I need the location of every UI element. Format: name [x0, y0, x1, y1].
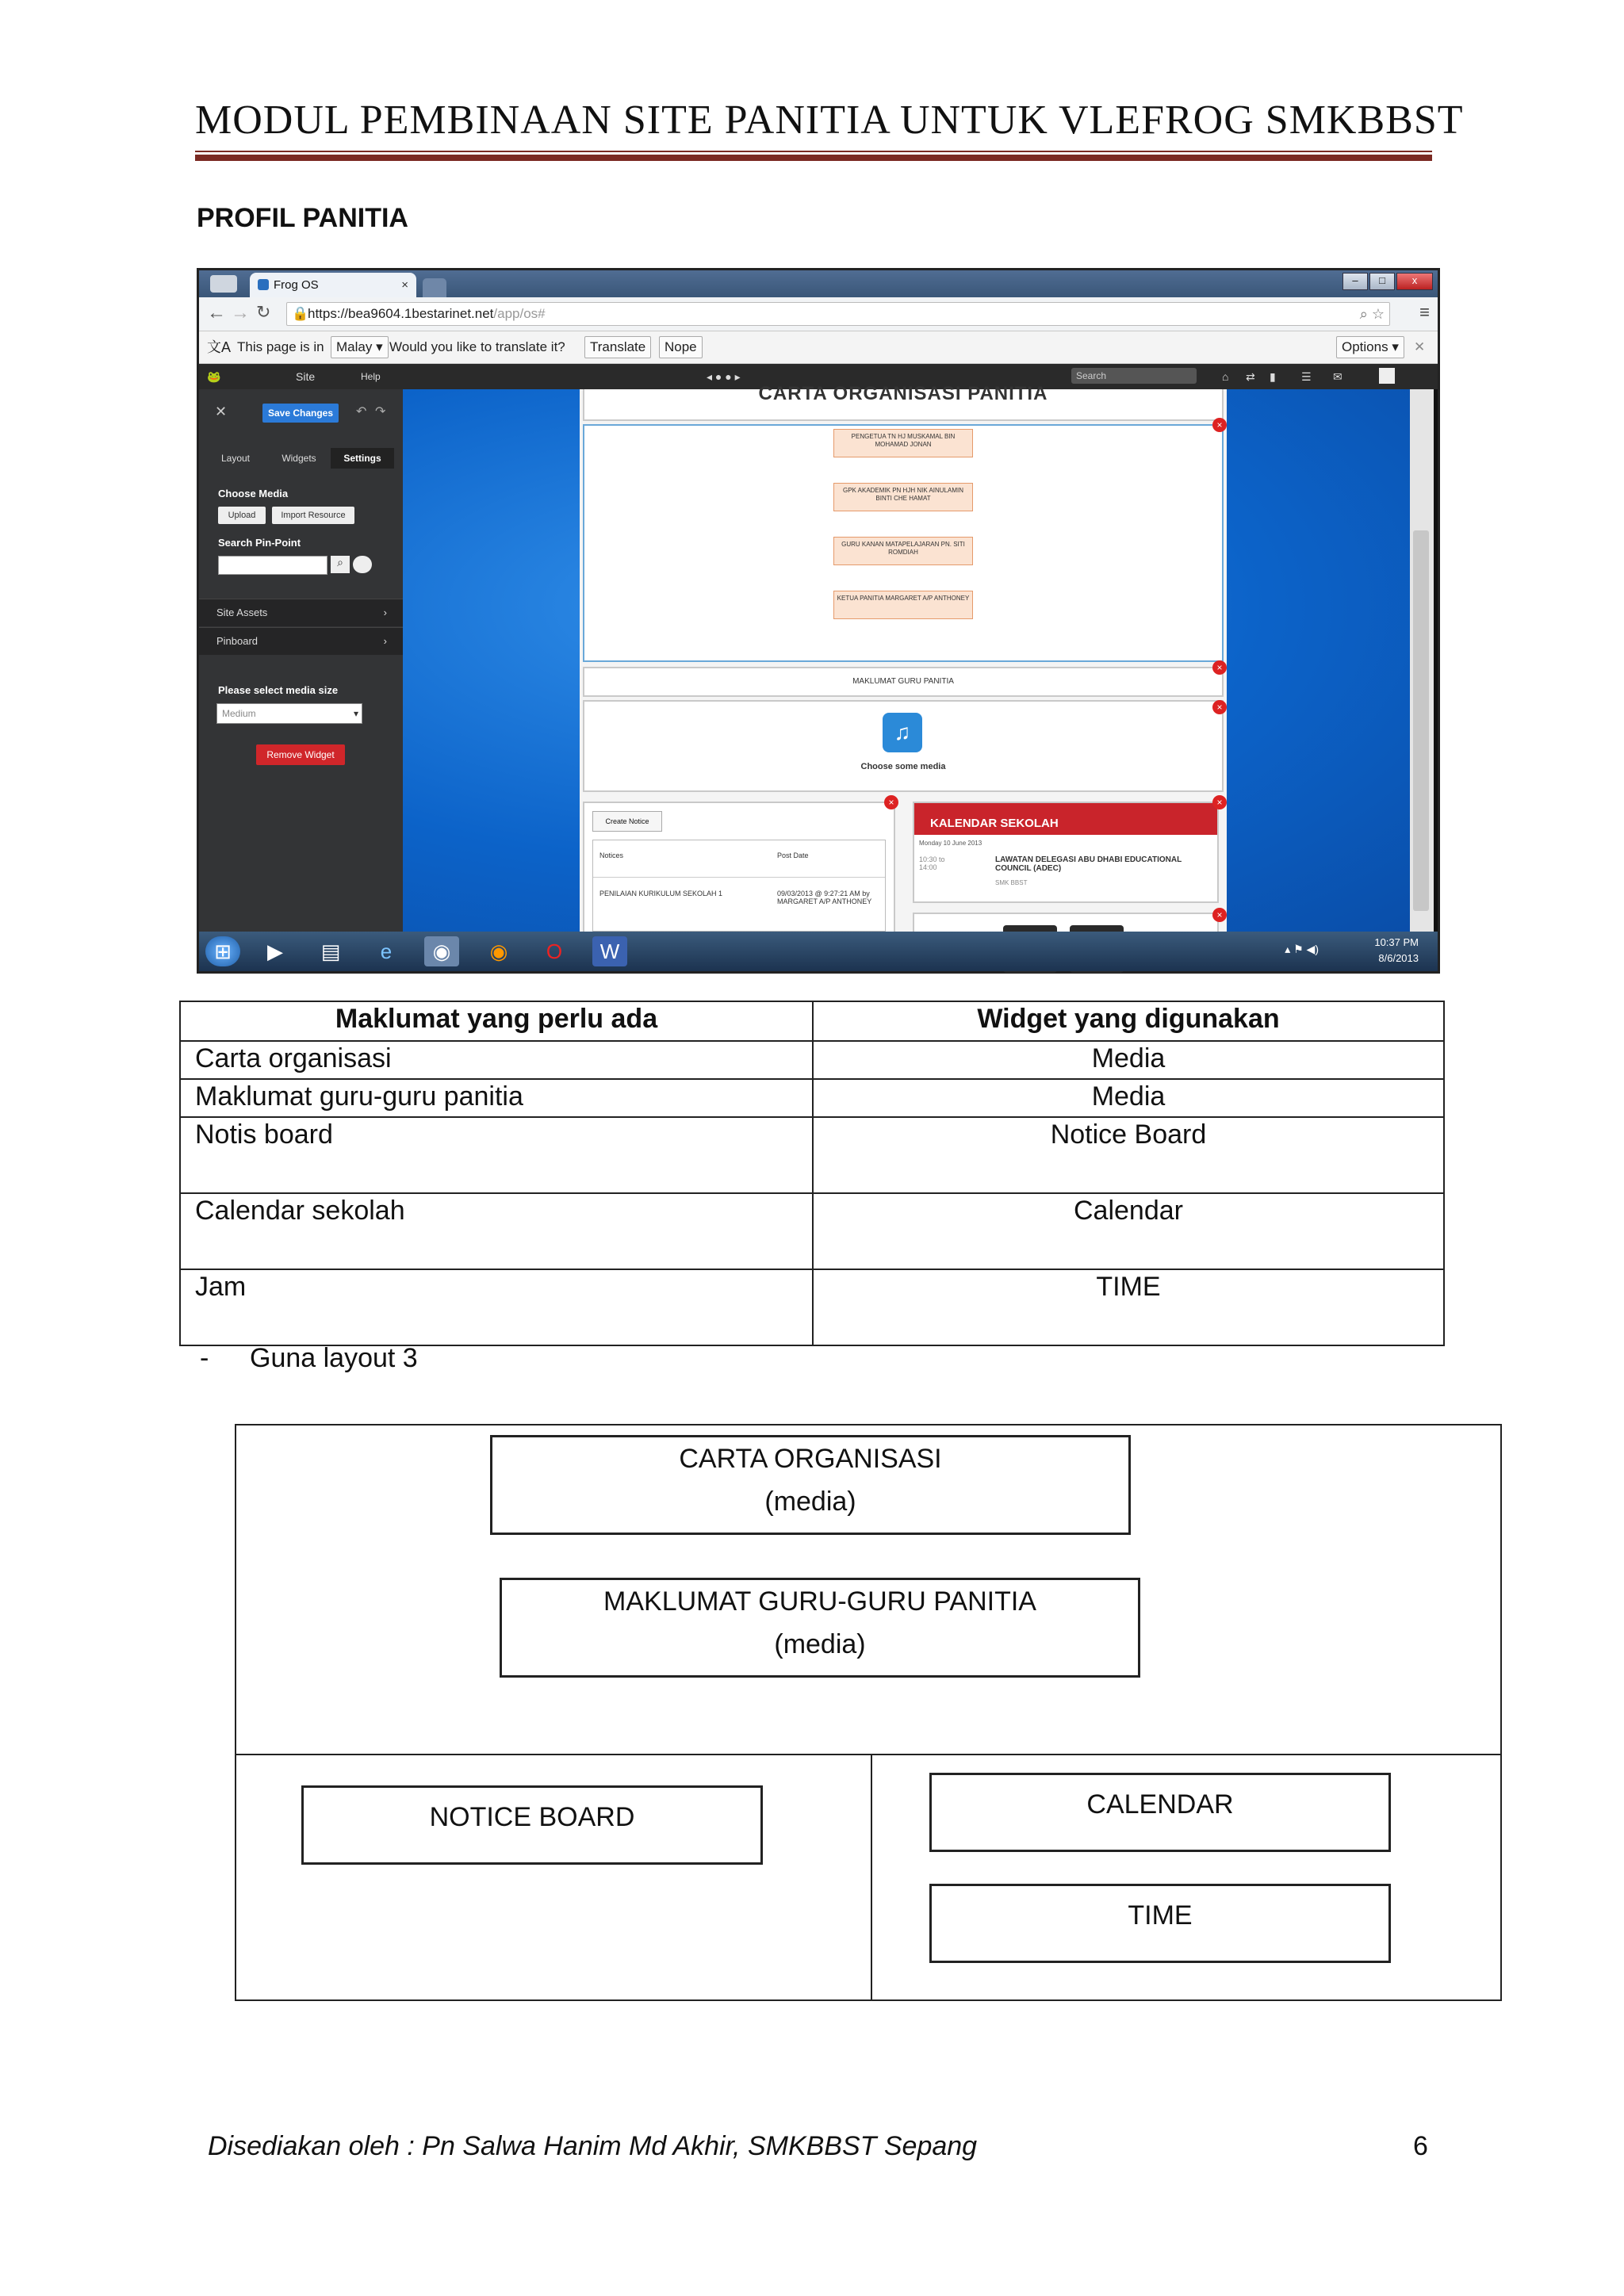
tab-close-icon[interactable]: × [401, 278, 408, 292]
widget-table [179, 1001, 1445, 1346]
browser-tab[interactable] [250, 273, 416, 297]
tray-icons[interactable]: ▴ ⚑ ◀) [1285, 943, 1319, 955]
postdate-col-header: Post Date [777, 851, 809, 859]
media-size-value: Medium [222, 708, 256, 719]
media-size-select[interactable] [216, 703, 362, 724]
search-icon[interactable]: ⌕ [331, 556, 350, 573]
url-text [308, 303, 546, 325]
table-row [180, 1269, 1444, 1345]
remove-widget-icon[interactable]: × [1212, 700, 1227, 714]
table-row [180, 1041, 1444, 1079]
section-heading: PROFIL PANITIA [197, 203, 408, 233]
browser-menu-icon[interactable]: ≡ [1419, 302, 1430, 322]
window-controls [1342, 273, 1433, 290]
translate-prefix: This page is in [237, 339, 324, 354]
save-changes-button[interactable]: Save Changes [262, 404, 339, 423]
layout-note: Guna layout 3 [250, 1343, 418, 1373]
notice-date: 09/03/2013 @ 9:27:21 AM by MARGARET A/P ANTHONEY [777, 890, 872, 905]
table-cell-widget: Notice Board [813, 1117, 1444, 1193]
url-path: /app/os# [493, 306, 546, 321]
notice-board-box: NOTICE BOARD [301, 1785, 763, 1865]
calendar-event-location: SMK BBST [995, 879, 1028, 886]
notice-col-header: Notices [599, 851, 624, 859]
site-menu[interactable]: Site [296, 370, 316, 383]
calendar-event-title[interactable]: LAWATAN DELEGASI ABU DHABI EDUCATIONAL COUNCIL (ADEC) [995, 855, 1182, 873]
carta-box-line2: (media) [764, 1487, 856, 1517]
org-title-widget[interactable] [583, 383, 1224, 421]
remove-widget-icon[interactable]: × [884, 795, 898, 809]
locate-icon[interactable] [353, 556, 372, 573]
table-header-row [180, 1001, 1444, 1041]
notifications-icon[interactable]: ✉ [1333, 370, 1342, 383]
bookmark-star-icon[interactable]: ⌕ ☆ [1359, 306, 1385, 322]
tab-layout[interactable]: Layout [220, 453, 251, 464]
guru-box-line1: MAKLUMAT GURU-GURU PANITIA [603, 1586, 1036, 1617]
remove-widget-icon[interactable]: × [1212, 908, 1227, 922]
calendar-widget[interactable] [913, 802, 1219, 903]
table-cell-info: Carta organisasi [180, 1041, 813, 1079]
window-close-icon[interactable]: x [1396, 273, 1433, 290]
chevron-right-icon: › [383, 635, 387, 647]
table-row [180, 1193, 1444, 1269]
language-select[interactable]: Malay ▾ [331, 336, 389, 358]
remove-widget-button[interactable]: Remove Widget [256, 744, 345, 765]
embedded-screenshot [197, 268, 1440, 974]
org-chart-widget[interactable] [583, 424, 1224, 662]
site-assets-row[interactable] [199, 599, 403, 626]
scrollbar-thumb[interactable] [1413, 530, 1429, 911]
close-editor-icon[interactable]: ✕ [215, 404, 228, 419]
frog-logo-icon: 🐸 [207, 370, 221, 383]
help-menu[interactable]: Help [361, 371, 381, 382]
remove-widget-icon[interactable]: × [1212, 795, 1227, 809]
system-clock[interactable] [1374, 935, 1419, 966]
translate-question: Would you like to translate it? [389, 339, 565, 354]
reload-icon[interactable]: ↻ [256, 302, 271, 322]
address-bar[interactable] [286, 302, 1390, 326]
browser-titlebar [199, 270, 1438, 297]
table-cell-widget: Media [813, 1041, 1444, 1079]
page-scrollbar[interactable] [1410, 389, 1434, 932]
table-header: Widget yang digunakan [813, 1001, 1444, 1041]
options-button[interactable]: Options ▾ [1336, 336, 1404, 358]
bullet-dash: - [200, 1343, 209, 1373]
lock-icon: 🔒 [292, 306, 309, 321]
guru-panitia-widget[interactable]: MAKLUMAT GURU PANITIA [583, 667, 1224, 697]
table-cell-widget: Media [813, 1079, 1444, 1117]
browser-profile-icon[interactable] [210, 275, 237, 293]
translate-icon: 文A [207, 339, 232, 355]
table-cell-info: Jam [180, 1269, 813, 1345]
tray-date: 8/6/2013 [1378, 952, 1419, 964]
site-assets-label: Site Assets [216, 607, 268, 618]
org-box-pengetua: PENGETUA TN HJ MUSKAMAL BIN MOHAMAD JONAN [833, 429, 973, 457]
notice-table [592, 840, 886, 932]
maximize-icon[interactable]: □ [1369, 273, 1395, 290]
remove-widget-icon[interactable]: × [1212, 418, 1227, 432]
url-host: https://bea9604.1bestarinet.net [308, 306, 494, 321]
remove-widget-icon[interactable]: × [1212, 660, 1227, 675]
browser-toolbar [199, 297, 1438, 331]
table-cell-widget: TIME [813, 1269, 1444, 1345]
carta-organisasi-box [490, 1435, 1131, 1535]
notice-board-widget[interactable] [583, 802, 895, 947]
tab-widgets[interactable]: Widgets [282, 453, 316, 464]
tab-title: Frog OS [274, 278, 319, 292]
table-cell-info: Maklumat guru-guru panitia [180, 1079, 813, 1117]
table-header: Maklumat yang perlu ada [180, 1001, 813, 1041]
language-value: Malay [336, 339, 373, 354]
footer-author: Disediakan oleh : Pn Salwa Hanim Md Akhir, SMKBBST Sepang [208, 2131, 978, 2161]
back-icon[interactable]: ← [207, 302, 226, 323]
firefox-icon[interactable]: ◉ [489, 939, 508, 963]
diagram-divider-horizontal [236, 1754, 1500, 1755]
table-row [180, 1079, 1444, 1117]
calendar-event-time: 10:30 to 14:00 [919, 855, 945, 871]
internet-explorer-icon[interactable]: e [380, 939, 393, 963]
share-icon[interactable]: ⇄ [1246, 370, 1255, 383]
choose-media-heading: Choose Media [218, 488, 289, 499]
notice-title[interactable]: PENILAIAN KURIKULUM SEKOLAH 1 [599, 890, 723, 897]
table-cell-info: Calendar sekolah [180, 1193, 813, 1269]
media-icon[interactable]: ♫ [883, 713, 922, 752]
chevron-right-icon: › [383, 607, 387, 618]
calendar-box: CALENDAR [929, 1773, 1391, 1852]
translate-close-icon[interactable]: ✕ [1414, 339, 1426, 354]
chevron-down-icon: ▾ [353, 708, 358, 719]
translate-button[interactable]: Translate [584, 336, 651, 358]
forward-icon[interactable]: → [231, 302, 250, 323]
undo-icon[interactable]: ↶ [356, 405, 367, 419]
chrome-icon[interactable]: ◉ [424, 936, 459, 966]
nope-button[interactable]: Nope [659, 336, 703, 358]
pinboard-row[interactable] [199, 627, 403, 655]
document-title: MODUL PEMBINAAN SITE PANITIA UNTUK VLEFROG SMKBBST [195, 98, 1464, 143]
search-pinpoint-heading: Search Pin-Point [218, 537, 301, 549]
page-dots[interactable]: ◂ ● ● ▸ [707, 370, 741, 383]
new-tab-button[interactable] [423, 278, 446, 297]
maklumat-guru-box [500, 1578, 1140, 1678]
opera-icon[interactable]: O [546, 939, 563, 963]
upload-button[interactable]: Upload [218, 507, 266, 524]
table-cell-info: Notis board [180, 1117, 813, 1193]
explorer-icon[interactable]: ▤ [320, 939, 341, 963]
options-label: Options [1342, 339, 1388, 354]
editor-sidebar [199, 389, 403, 932]
org-box-ketua-panitia: KETUA PANITIA MARGARET A/P ANTHONEY [833, 591, 973, 619]
tray-time: 10:37 PM [1374, 936, 1419, 948]
import-resource-button[interactable]: Import Resource [272, 507, 354, 524]
time-box: TIME [929, 1884, 1391, 1963]
header-rule-thin [195, 151, 1432, 152]
folder-icon[interactable]: ▮ [1270, 370, 1276, 383]
table-cell-widget: Calendar [813, 1193, 1444, 1269]
home-icon[interactable]: ⌂ [1222, 370, 1229, 383]
calendar-date: Monday 10 June 2013 [919, 840, 982, 847]
media-size-label: Please select media size [218, 684, 339, 696]
word-icon[interactable]: W [592, 936, 627, 966]
notice-divider [593, 877, 885, 878]
choose-media-label: Choose some media [860, 762, 946, 771]
table-row [180, 1117, 1444, 1193]
settings-icon[interactable]: ☰ [1301, 370, 1312, 383]
org-box-gpk: GPK AKADEMIK PN HJH NIK AINULAMIN BINTI CHE HAMAT [833, 483, 973, 511]
frog-favicon-icon [258, 279, 269, 290]
site-page [580, 383, 1227, 932]
media-player-icon[interactable]: ▶ [267, 939, 283, 963]
frog-search-input[interactable]: Search [1071, 368, 1197, 384]
org-chart-title: CARTA ORGANISASI PANITIA [758, 383, 1048, 404]
carta-box-line1: CARTA ORGANISASI [679, 1444, 942, 1474]
pinboard-label: Pinboard [216, 635, 259, 647]
pinpoint-search-input[interactable] [218, 556, 327, 575]
translate-bar [199, 331, 1438, 364]
page-number: 6 [1413, 2131, 1428, 2161]
media-widget[interactable] [583, 700, 1224, 792]
header-rule-thick [195, 155, 1432, 161]
calendar-header: KALENDAR SEKOLAH [914, 803, 1217, 835]
diagram-divider-vertical [871, 1754, 872, 2001]
tab-settings[interactable]: Settings [331, 448, 394, 469]
guru-box-line2: (media) [774, 1629, 866, 1659]
fullscreen-icon[interactable] [1379, 368, 1395, 384]
start-icon[interactable]: ⊞ [205, 936, 240, 966]
create-notice-button[interactable]: Create Notice [592, 811, 662, 832]
org-box-guru-kanan: GURU KANAN MATAPELAJARAN PN. SITI ROMDIAH [833, 537, 973, 565]
redo-icon[interactable]: ↷ [375, 405, 386, 419]
minimize-icon[interactable]: – [1342, 273, 1368, 290]
layout-diagram [235, 1424, 1502, 2001]
sidebar-tabs [204, 448, 394, 469]
windows-taskbar [199, 932, 1438, 971]
